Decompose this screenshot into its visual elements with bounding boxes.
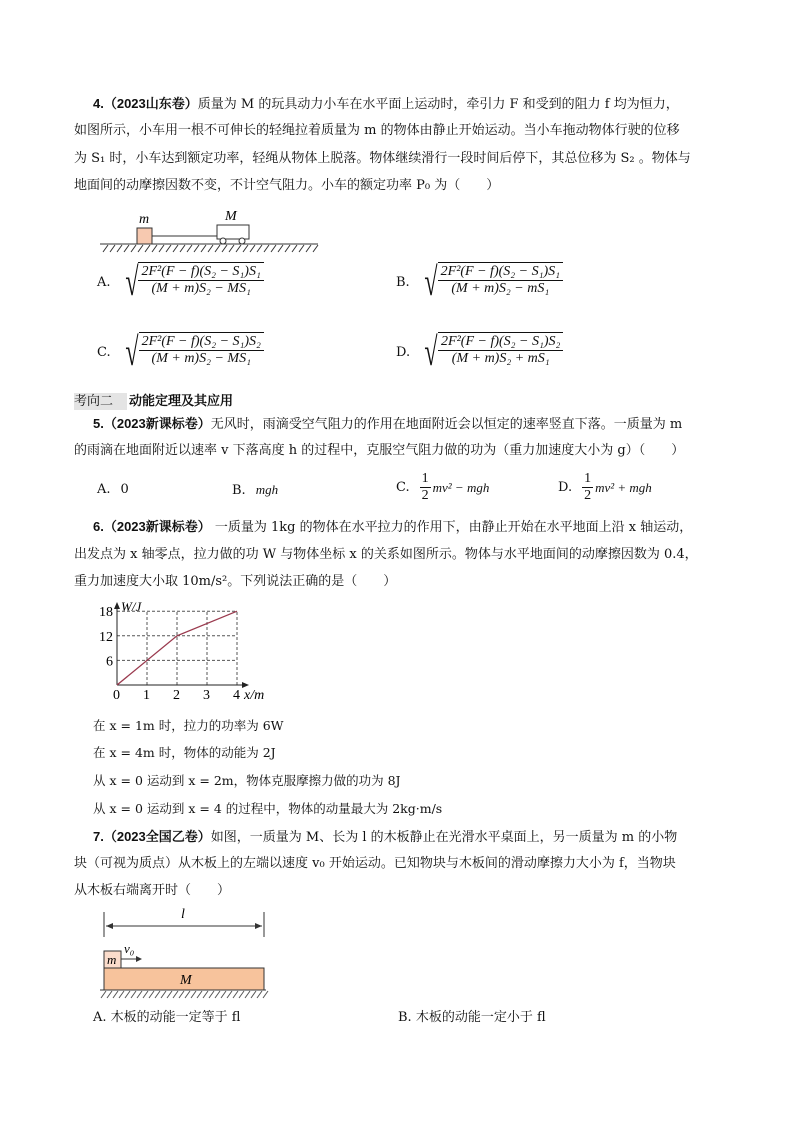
q5-text: 无风时，雨滴受空气阻力的作用在地面附近会以恒定的速率竖直下落。一质量为 m	[210, 417, 683, 432]
q6-option-d[interactable]: 从 x = 0 运动到 x = 4 的过程中，物体的动量最大为 2kg·m/s	[93, 801, 443, 816]
sqrt-icon: √	[125, 329, 139, 374]
q7-number: 7.	[93, 829, 104, 844]
q4-line-4: 地面间的动摩擦因数不变，不计空气阻力。小车的额定功率 P₀ 为（ ）	[74, 178, 500, 193]
q6-number: 6.	[93, 519, 104, 534]
block-m	[137, 228, 152, 244]
q5-option-a[interactable]	[97, 482, 129, 497]
numerator: 2F²(F − f)(S₂ − S₁)S₂	[139, 334, 264, 351]
fraction	[438, 332, 563, 372]
radical	[121, 329, 264, 374]
denominator: (M + m)S₂ − MS₁	[151, 351, 251, 366]
fraction	[138, 262, 263, 302]
q6-line-3: 重力加速度大小取 10m/s²。下列说法正确的是（ ）	[74, 574, 397, 589]
denominator: (M + m)S₂ − MS₁	[151, 281, 251, 296]
section-tag: 考向二	[74, 393, 127, 410]
q5-option-b[interactable]	[232, 482, 278, 498]
option-label: A.	[97, 274, 111, 290]
q7-source: （2023全国乙卷）	[103, 829, 211, 844]
option-text: mgh	[255, 482, 279, 497]
length-label: l	[181, 907, 185, 922]
q4-option-c[interactable]	[97, 329, 264, 374]
sqrt-icon: √	[424, 329, 438, 374]
option-label: B.	[232, 482, 246, 498]
q4-line-2: 如图所示，小车用一根不可伸长的轻绳拉着质量为 m 的物体由静止开始运动。当小车拖动物体行驶的位移	[74, 123, 680, 138]
numerator: 2F²(F − f)(S₂ − S₁)S₁	[438, 264, 563, 281]
option-label: A.	[93, 1010, 107, 1025]
q6-option-a[interactable]: 在 x = 1m 时，拉力的功率为 6W	[93, 718, 284, 733]
q6-line-2: 出发点为 x 轴零点，拉力做的功 W 与物体坐标 x 的关系如图所示。物体与水平地面间的动摩擦因数为 0.4，	[74, 547, 698, 562]
q7-board-figure	[95, 900, 270, 1002]
frac-num: 1	[421, 471, 429, 486]
option-text: mv² − mgh	[432, 479, 490, 495]
q7-option-a[interactable]	[93, 1010, 240, 1026]
radical	[420, 329, 563, 374]
y-axis-arrow-icon	[114, 602, 120, 609]
sqrt-icon: √	[424, 259, 438, 304]
q5-source: （2023新课标卷）	[103, 416, 211, 431]
w-x-chart	[95, 600, 265, 705]
q4-option-b[interactable]	[396, 259, 563, 304]
q5-option-d[interactable]	[558, 471, 652, 504]
denominator: (M + m)S₂ + mS₁	[451, 351, 550, 366]
section-title: 动能定理及其应用	[129, 394, 234, 409]
y-tick-label: 6	[106, 654, 113, 670]
y-axis-label: W/J	[121, 600, 142, 614]
y-tick-label: 18	[99, 605, 113, 621]
x-tick-label: 3	[203, 688, 210, 703]
option-label: C.	[396, 480, 410, 495]
block-label: m	[107, 952, 117, 967]
q7-option-b[interactable]	[398, 1010, 546, 1026]
option-label: D.	[396, 344, 411, 360]
q4-cart-figure	[95, 205, 325, 255]
cart-label: M	[225, 209, 237, 224]
q4-option-d[interactable]	[396, 329, 563, 374]
cart-M	[217, 225, 249, 239]
option-text: mv² + mgh	[595, 479, 652, 495]
q7-text: 如图，一质量为 M、长为 l 的木板静止在光滑水平桌面上，另一质量为 m 的小物	[210, 830, 678, 845]
numerator: 2F²(F − f)(S₂ − S₁)S₁	[138, 264, 263, 281]
q6-line-1	[93, 519, 692, 536]
x-tick-label: 4	[233, 688, 240, 703]
q4-number: 4.	[93, 96, 104, 111]
frac-den: 2	[421, 488, 429, 503]
q5-number: 5.	[93, 416, 104, 431]
x-tick-label: 1	[143, 688, 150, 703]
q7-line-1	[93, 829, 677, 846]
fraction	[139, 332, 264, 372]
option-label: D.	[558, 480, 573, 495]
frac-den: 2	[584, 488, 592, 503]
radical	[121, 259, 264, 304]
option-text: 木板的动能一定小于 fl	[415, 1010, 546, 1025]
q5-line-2: 的雨滴在地面附近以速率 v 下落高度 h 的过程中，克服空气阻力做的功为（重力加速度大小为 g）（ ）	[74, 443, 685, 458]
x-axis-label: x/m	[244, 688, 265, 703]
option-label: B.	[396, 274, 410, 290]
ground-hatch	[100, 244, 318, 252]
y-tick-label: 12	[99, 629, 113, 645]
q4-line-1	[93, 96, 679, 113]
radical	[420, 259, 563, 304]
x-tick-label: 0	[113, 688, 120, 703]
option-label: C.	[97, 344, 111, 360]
sqrt-icon: √	[124, 259, 139, 304]
q6-text: 一质量为 1kg 的物体在水平拉力的作用下，由静止开始在水平地面上沿 x 轴运动，	[210, 520, 693, 535]
q4-option-a[interactable]	[97, 259, 264, 304]
q5-option-c[interactable]	[396, 471, 489, 504]
block-label: m	[139, 212, 150, 227]
section-header	[74, 390, 233, 409]
velocity-label: v₀	[124, 941, 135, 956]
q7-line-3: 从木板右端离开时（ ）	[74, 883, 231, 898]
q6-option-b[interactable]: 在 x = 4m 时，物体的动能为 2J	[93, 745, 276, 760]
option-text: 木板的动能一定等于 fl	[110, 1010, 241, 1025]
fraction	[438, 262, 563, 302]
q7-line-2: 块（可视为质点）从木板上的左端以速度 v₀ 开始运动。已知物块与木板间的滑动摩擦力大小为 f，当物块	[74, 856, 676, 871]
q6-source: （2023新课标卷）	[103, 519, 211, 534]
q5-line-1	[93, 416, 682, 433]
q4-source: （2023山东卷）	[103, 96, 198, 111]
q4-line-3: 为 S₁ 时，小车达到额定功率，轻绳从物体上脱落。物体继续滑行一段时间后停下，其总位移为 S₂ 。物体与	[74, 151, 691, 166]
denominator: (M + m)S₂ − mS₁	[451, 281, 550, 296]
numerator: 2F²(F − f)(S₂ − S₁)S₂	[438, 334, 563, 351]
option-text: 0	[120, 482, 129, 497]
q6-option-c[interactable]: 从 x = 0 运动到 x = 2m，物体克服摩擦力做的功为 8J	[93, 773, 401, 788]
x-tick-label: 2	[173, 688, 180, 703]
q4-text: 质量为 M 的玩具动力小车在水平面上运动时，牵引力 F 和受到的阻力 f 均为恒力，	[197, 97, 679, 112]
board-label: M	[180, 973, 192, 988]
option-label: A.	[97, 482, 111, 497]
option-label: B.	[398, 1010, 412, 1025]
frac-num: 1	[584, 471, 592, 486]
